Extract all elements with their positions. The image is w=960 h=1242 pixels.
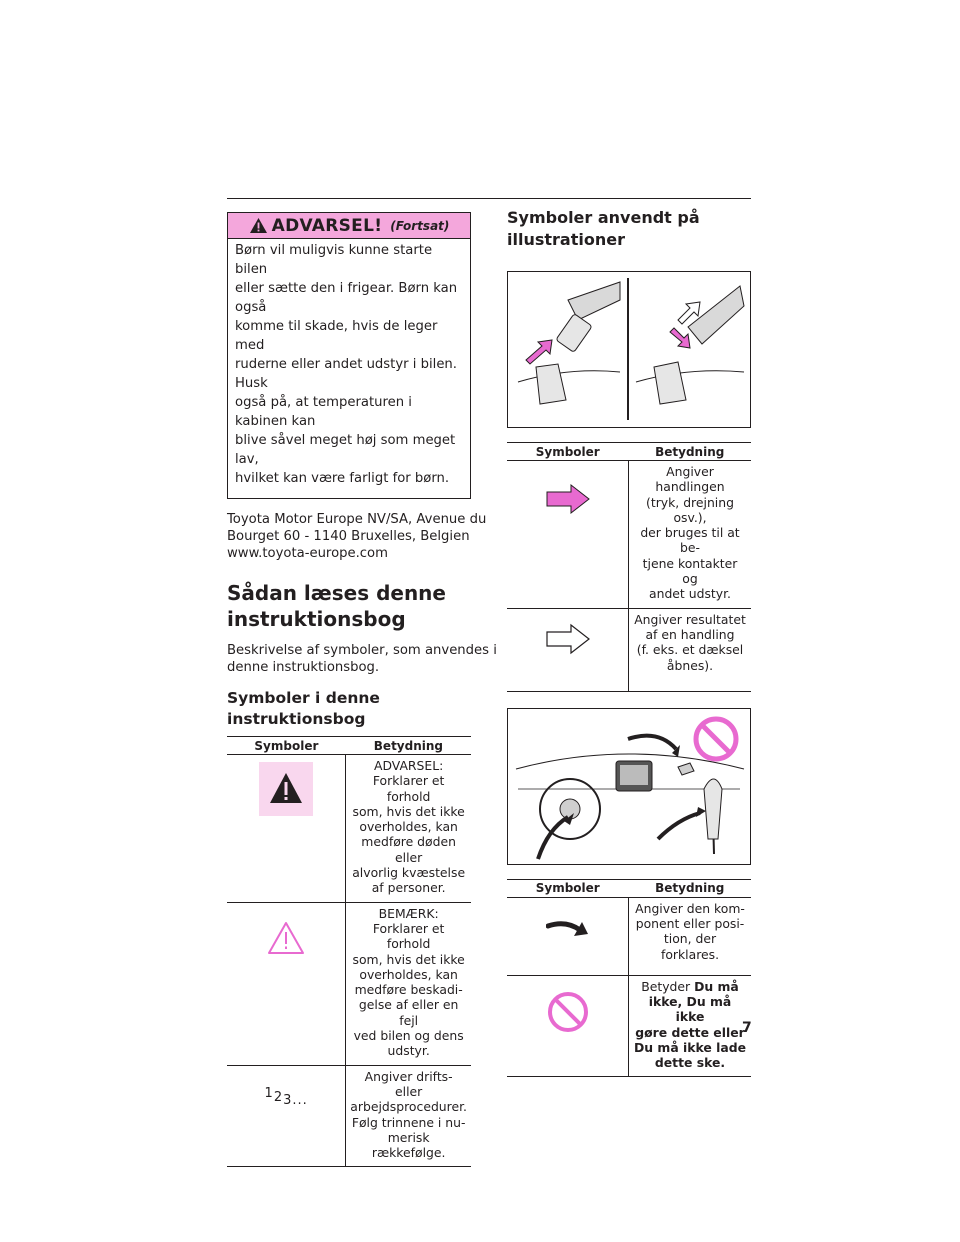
column-header-symbol: Symboler [507,879,629,897]
meaning-cell [346,755,471,903]
warning-line: komme til skade, hvis de leger med [235,319,438,353]
meaning-bold: ikke, Du må ikke [648,993,732,1025]
meaning-line: overholdes, kan [359,819,458,835]
section-heading [227,580,471,632]
meaning-bold: Du må [694,978,739,994]
left-column [227,212,497,1167]
meaning-line: andet udstyr. [649,586,731,602]
table-row [227,1065,471,1167]
symbol-cell [507,975,629,1077]
meaning-line: BEMÆRK: [378,905,439,921]
symbol-cell [227,755,346,903]
table-row [507,608,751,691]
seatbelt-buckle-image [508,272,750,427]
warning-triangle-filled-icon [259,762,313,816]
meaning-line: ADVARSEL: [373,758,444,773]
meaning-line [633,1040,747,1055]
meaning-line: som, hvis det ikke [352,803,465,819]
table-header-row [507,879,751,897]
table-header-row [227,737,471,755]
intro-line: Beskrivelse af symboler, som anvendes i [227,643,497,658]
intro-text [227,642,497,676]
right-column [507,207,751,1077]
meaning-line: arbejdsprocedurer. [350,1099,467,1115]
meaning-line: gelse af eller en fejl [358,997,459,1028]
meaning-cell [629,608,752,691]
address-line: Bourget 60 - 1140 Bruxelles, Belgien [227,529,470,544]
column-header-meaning: Betydning [629,443,752,461]
table-row [227,755,471,903]
result-arrow-outline-icon [545,623,591,655]
column-header-meaning: Betydning [346,737,471,755]
heading-line: Sådan læses denne [227,581,446,605]
page-number: 7 [742,1020,752,1036]
meaning-line: Angiver resultatet [634,611,746,627]
curved-pointer-arrow-icon [546,918,590,942]
meaning-line: Følg trinnene i nu- [351,1114,466,1130]
symbol-cell [507,608,629,691]
symbol-cell [227,902,346,1065]
table-row [227,902,471,1065]
meaning-line: Angiver handlingen [655,464,725,495]
meaning-cell [346,902,471,1065]
table-header-row [507,443,751,461]
prohibition-sign-icon [546,990,590,1034]
meaning-prefix: Betyder [641,978,695,994]
subsection-heading [227,688,471,730]
warning-header [228,213,470,239]
column-header-symbol: Symboler [507,443,629,461]
meaning-line [633,994,747,1025]
meaning-line: (tryk, drejning osv.), [646,494,734,525]
top-rule [227,198,751,199]
column-header-meaning: Betydning [629,879,752,897]
warning-line: blive såvel meget høj som meget lav, [235,433,456,467]
dashboard-image [508,709,750,864]
symbol-cell [227,1065,346,1167]
warning-title: ADVARSEL! [271,215,383,236]
warning-subtitle: (Fortsat) [390,218,450,233]
meaning-cell [629,975,752,1077]
meaning-line: åbnes). [666,657,714,673]
table-row [507,975,751,1077]
warning-line: også på, at temperaturen i kabinen kan [235,395,412,429]
meaning-line: alvorlig kvæstelse [352,865,466,881]
warning-line: Børn vil muligvis kunne starte bilen [235,243,433,277]
heading-line: Symboler anvendt på [507,208,700,227]
meaning-line: Angiver den kom- [635,900,745,916]
meaning-line: Forklarer et forhold [372,773,445,804]
column-header-symbol: Symboler [227,737,346,755]
address-block [227,511,487,562]
meaning-bold: Du må ikke lade [634,1039,746,1055]
meaning-line: Angiver drifts- eller [364,1068,453,1099]
meaning-line: merisk rækkefølge. [371,1129,446,1161]
meaning-line: udstyr. [387,1043,430,1059]
meaning-cell [629,897,752,975]
meaning-line [633,1055,747,1070]
dashboard-illustration [507,708,751,865]
meaning-line [633,1025,747,1040]
meaning-cell [346,1065,471,1167]
meaning-cell [629,461,752,609]
warning-line: eller sætte den i frigear. Børn kan også [235,281,458,315]
table-row [507,897,751,975]
warning-box [227,212,471,499]
meaning-line: ved bilen og dens [353,1028,464,1044]
meaning-line: overholdes, kan [359,966,458,982]
meaning-line: tjene kontakter og [642,555,738,587]
meaning-line [633,979,747,994]
heading-line: illustrationer [507,230,625,249]
meaning-bold: dette ske. [654,1055,726,1071]
meaning-line: Forklarer et forhold [372,920,445,952]
meaning-line: der bruges til at be- [640,525,740,556]
illustration-symbols-table [507,442,751,692]
warning-line: hvilket kan være farligt for børn. [235,471,450,486]
illustrations-heading [507,207,751,251]
meaning-line: medføre døden eller [361,834,456,865]
heading-line: Symboler i denne [227,689,380,707]
warning-text [228,239,470,498]
meaning-line: af en handling [645,626,735,642]
seatbelt-illustration [507,271,751,428]
meaning-bold: gøre dette eller [635,1024,745,1040]
warning-triangle-icon [249,217,268,234]
address-line: Toyota Motor Europe NV/SA, Avenue du [227,512,487,527]
meaning-line: ponent eller posi- [635,915,745,931]
intro-line: denne instruktionsbog. [227,660,380,675]
action-arrow-pink-icon [545,483,591,515]
symbol-cell [507,461,629,609]
heading-line: instruktionsbog [227,710,366,728]
symbol-cell [507,897,629,975]
table-row [507,461,751,609]
meaning-line: som, hvis det ikke [352,951,465,967]
meaning-line: medføre beskadi- [354,982,463,998]
meaning-line: (f. eks. et dæksel [636,642,744,658]
symbols-table [227,736,471,1167]
meaning-line: tion, der forklares. [660,931,720,962]
address-url: www.toyota-europe.com [227,546,388,561]
warning-line: ruderne eller andet udstyr i bilen. Husk [235,357,457,391]
meaning-line: af personer. [371,880,446,896]
step-numbers-icon: 123... [264,1085,308,1108]
notice-triangle-outline-icon [267,921,305,955]
heading-line: instruktionsbog [227,607,406,631]
illustration-symbols-table-2 [507,879,751,1078]
